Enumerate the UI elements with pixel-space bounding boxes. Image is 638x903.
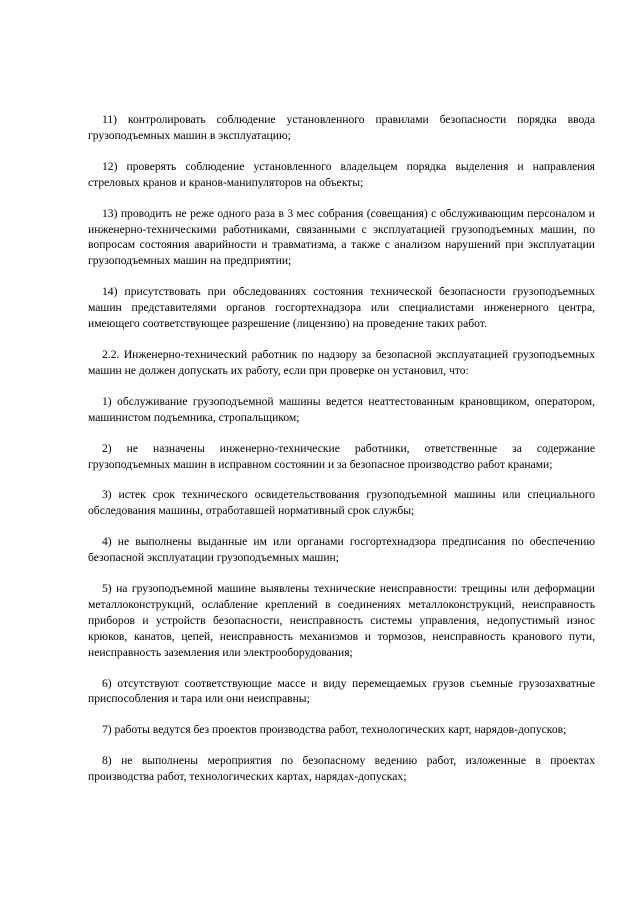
- section-2-2-paragraph: 2.2. Инженерно-технический работник по надзору за безопасной эксплуатацией грузоподъемных машин не должен допускать их работу, если при проверке он установил, что:: [88, 347, 595, 377]
- paragraph-item-14: 14) присутствовать при обследованиях состояния технической безопасности грузоподъемных машин представителями органов госгортехнадзора или специалистами инженерного центра, имеющего соответствующее разрешение (лицензию) на проведение таких работ.: [88, 285, 595, 331]
- condition-item-7: 7) работы ведутся без проектов производства работ, технологических карт, нарядов-допусков;: [102, 723, 567, 737]
- condition-item-1: 1) обслуживание грузоподъемной машины ведется неаттестованным крановщиком, оператором, машинистом подъемника, стропальщиком;: [88, 394, 595, 424]
- condition-item-3: 3) истек срок технического освидетельствования грузоподъемной машины или специального обследования машины, отработавшей нормативный срок службы;: [88, 488, 595, 518]
- condition-item-8: 8) не выполнены мероприятия по безопасному ведению работ, изложенные в проектах производства работ, технологических картах, нарядах-допусках;: [88, 754, 595, 784]
- paragraph-item-13: 13) проводить не реже одного раза в 3 мес собрания (совещания) с обслуживающим персоналом и инженерно-техническими работниками, связанными с эксплуатацией грузоподъемных машин, по вопросам состояния аварийности и травматизма, а также с анализом нарушений при эксплуатации грузоподъемных машин на предприятии;: [88, 206, 595, 268]
- document-page: [88, 112, 595, 800]
- paragraph-item-12: 12) проверять соблюдение установленного владельцем порядка выделения и направления стреловых кранов и кранов-манипуляторов на объекты;: [88, 159, 595, 189]
- paragraph-item-11: 11) контролировать соблюдение установленного правилами безопасности порядка ввода грузоподъемных машин в эксплуатацию;: [88, 113, 595, 142]
- condition-item-6: 6) отсутствуют соответствующие массе и виду перемещаемых грузов съемные грузозахватные приспособления и тара или они неисправны;: [88, 676, 595, 706]
- condition-item-5: 5) на грузоподъемной машине выявлены технические неисправности: трещины или деформации металлоконструкций, ослабление креплений в соединениях металлоконструкций, неисправность приборов и устройств безопасности, неисправность системы управления, недопустимый износ крюков, канатов, цепей, неисправность механизмов и тормозов, неисправность кранового пути, неисправность заземления или электрооборудования;: [88, 582, 595, 659]
- condition-item-2: 2) не назначены инженерно-технические работники, ответственные за содержание грузоподъемных машин в исправном состоянии и за безопасное производство работ кранами;: [88, 441, 595, 471]
- condition-item-4: 4) не выполнены выданные им или органами госгортехнадзора предписания по обеспечению безопасной эксплуатации грузоподъемных машин;: [88, 535, 595, 565]
